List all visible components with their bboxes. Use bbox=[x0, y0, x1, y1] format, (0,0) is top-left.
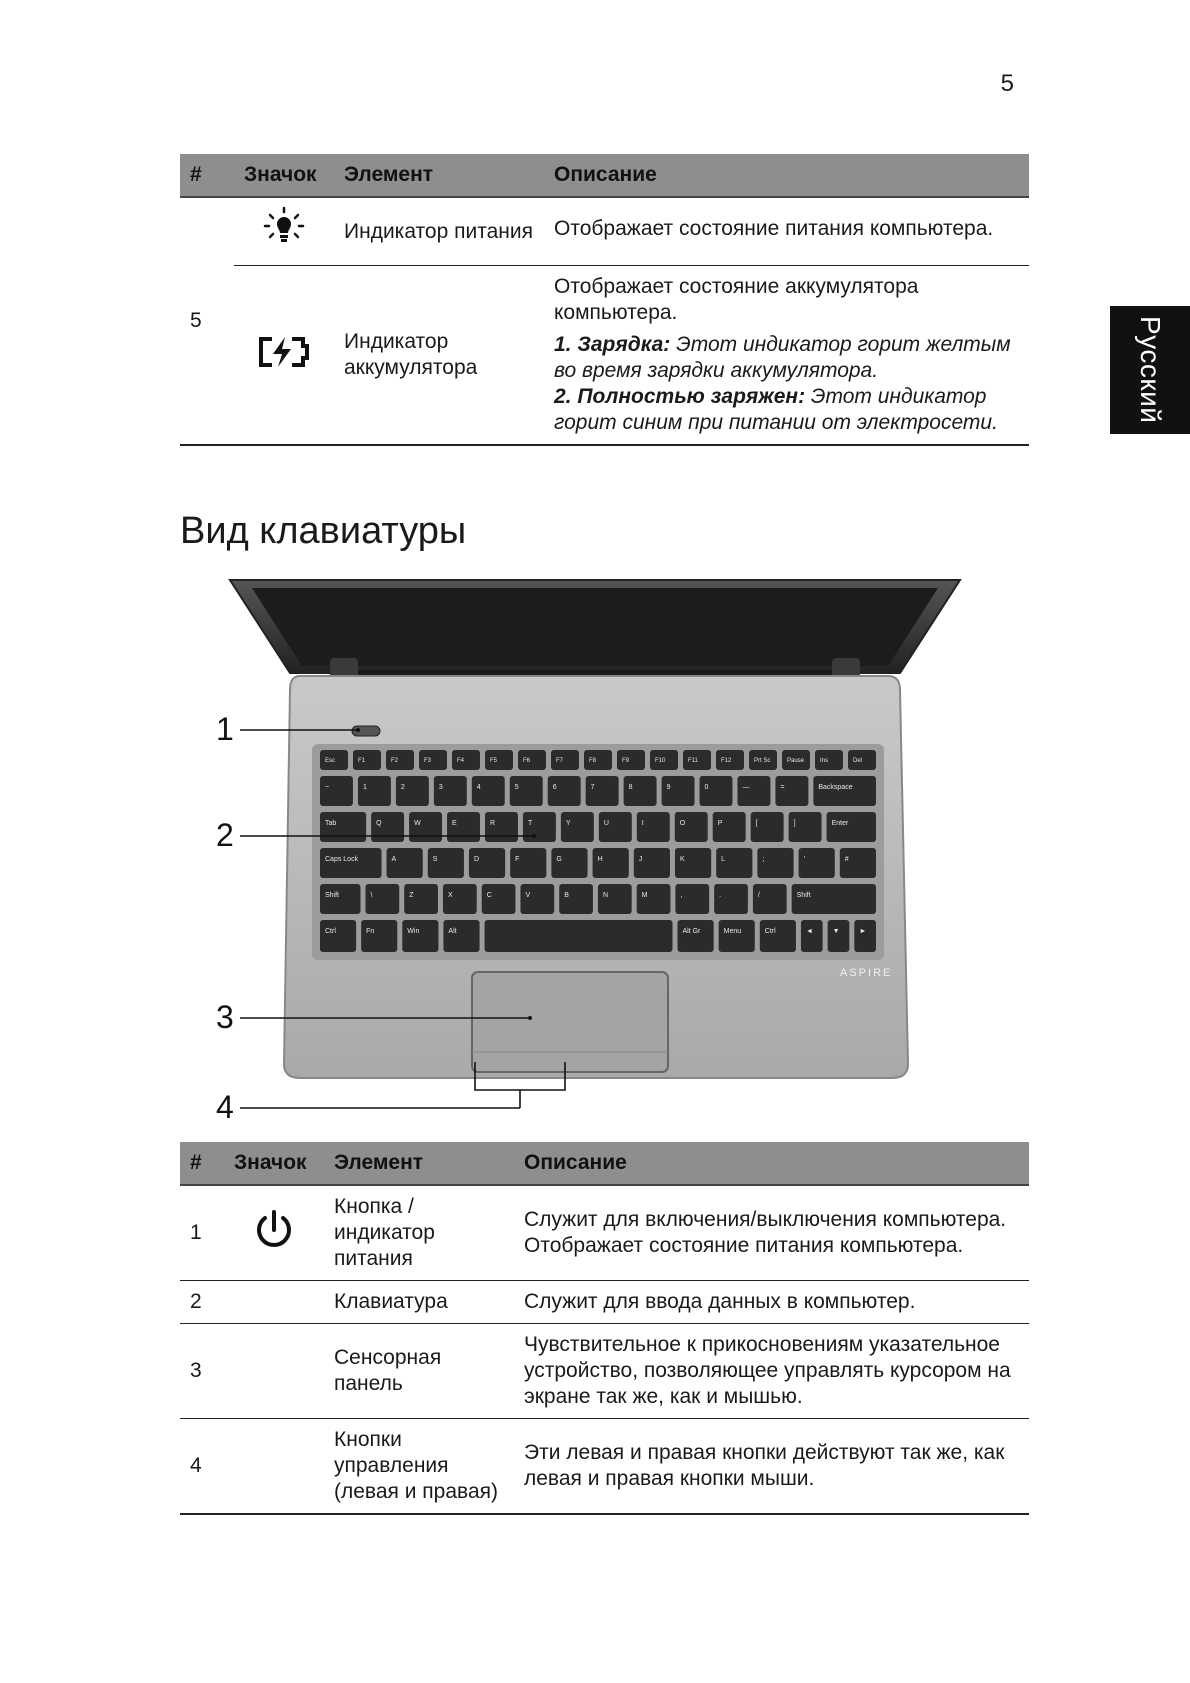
callout-2: 2 bbox=[216, 817, 234, 853]
note-charged-text: Этот индикатор горит синим при питании от электросети. bbox=[554, 385, 998, 434]
keyboard-key bbox=[485, 920, 673, 952]
key-label: ; bbox=[762, 856, 765, 863]
key-label: ] bbox=[793, 820, 796, 827]
header-description: Описание bbox=[514, 1142, 1029, 1185]
laptop-keyboard-figure bbox=[216, 578, 980, 1125]
key-label: 6 bbox=[552, 784, 557, 791]
key-label: P bbox=[717, 820, 723, 827]
key-label: I bbox=[641, 820, 644, 827]
key-label: 0 bbox=[704, 784, 709, 791]
element-name: Кнопка / индикатор питания bbox=[324, 1185, 514, 1281]
key-label: F4 bbox=[457, 758, 465, 764]
keyboard-key bbox=[559, 884, 593, 914]
keyboard-key bbox=[396, 776, 429, 806]
key-label: . bbox=[719, 892, 722, 899]
key-label: Z bbox=[409, 892, 414, 899]
note-charging-text: Этот индикатор горит желтым во время зарядки аккумулятора. bbox=[554, 333, 1011, 382]
indicators-table bbox=[180, 154, 1029, 446]
key-label: C bbox=[486, 892, 492, 899]
keyboard-key bbox=[753, 884, 787, 914]
key-label: 7 bbox=[590, 784, 595, 791]
key-label: B bbox=[564, 892, 569, 899]
keyboard-key bbox=[792, 884, 876, 914]
description-main: Отображает состояние аккумулятора компьютера. bbox=[554, 275, 919, 324]
keyboard-key bbox=[358, 776, 391, 806]
callout-3: 3 bbox=[216, 999, 234, 1035]
keyboard-key bbox=[662, 776, 695, 806]
keyboard-key bbox=[799, 848, 835, 878]
keyboard-key bbox=[387, 848, 423, 878]
empty-icon-cell bbox=[224, 1281, 324, 1324]
keyboard-key bbox=[428, 848, 464, 878]
keyboard-key bbox=[320, 884, 360, 914]
key-label: Ctrl bbox=[764, 928, 776, 935]
key-label: [ bbox=[755, 820, 758, 827]
header-num: # bbox=[180, 1142, 224, 1185]
key-label: Fn bbox=[366, 928, 375, 935]
key-label: # bbox=[844, 856, 849, 863]
keyboard-key bbox=[675, 884, 709, 914]
key-label: F5 bbox=[490, 758, 498, 764]
table-row bbox=[180, 1324, 1029, 1419]
keyboard-key bbox=[520, 884, 554, 914]
key-label: Tab bbox=[325, 820, 337, 827]
brand-label: ASPIRE bbox=[840, 967, 893, 979]
key-label: , bbox=[680, 892, 683, 899]
element-name: Кнопки управления (левая и правая) bbox=[324, 1419, 514, 1515]
element-description: Служит для ввода данных в компьютер. bbox=[514, 1281, 1029, 1324]
language-tab-label: Русский bbox=[1135, 316, 1166, 424]
key-label: Shift bbox=[325, 892, 340, 899]
battery-icon bbox=[234, 266, 334, 446]
keyboard-key bbox=[719, 920, 755, 952]
key-label: A bbox=[391, 856, 397, 863]
element-description: Служит для включения/выключения компьютера. Отображает состояние питания компьютера. bbox=[514, 1185, 1029, 1281]
keyboard-key bbox=[361, 920, 397, 952]
header-element: Элемент bbox=[334, 154, 544, 197]
key-label: Shift bbox=[796, 892, 811, 899]
key-label: S bbox=[432, 856, 438, 863]
key-label: G bbox=[556, 856, 562, 863]
key-label: \ bbox=[370, 892, 373, 899]
key-label: V bbox=[525, 892, 531, 899]
keyboard-key bbox=[409, 812, 442, 842]
key-label: ~ bbox=[325, 784, 330, 791]
header-element: Элемент bbox=[324, 1142, 514, 1185]
header-icon: Значок bbox=[234, 154, 334, 197]
table-row bbox=[180, 266, 1029, 446]
keyboard-key bbox=[320, 776, 353, 806]
power-icon bbox=[224, 1185, 324, 1281]
key-label: Enter bbox=[831, 820, 849, 827]
key-label: N bbox=[602, 892, 609, 899]
keyboard-key bbox=[713, 812, 746, 842]
power-button bbox=[352, 726, 380, 736]
keyboard-key bbox=[443, 920, 479, 952]
keyboard-key bbox=[678, 920, 714, 952]
element-description bbox=[544, 266, 1029, 446]
key-label: Menu bbox=[723, 928, 742, 935]
keyboard-key bbox=[789, 812, 822, 842]
key-label: Alt Gr bbox=[682, 928, 701, 935]
key-label: R bbox=[489, 820, 496, 827]
keyboard-key bbox=[751, 812, 784, 842]
key-label: F7 bbox=[556, 758, 564, 764]
keyboard-key bbox=[523, 812, 556, 842]
empty-icon-cell bbox=[224, 1324, 324, 1419]
key-label: F2 bbox=[391, 758, 399, 764]
keyboard-key bbox=[371, 812, 404, 842]
empty-icon-cell bbox=[224, 1419, 324, 1515]
keyboard-key bbox=[801, 920, 823, 952]
header-description: Описание bbox=[544, 154, 1029, 197]
key-label: ► bbox=[859, 928, 867, 935]
header-icon: Значок bbox=[224, 1142, 324, 1185]
components-table bbox=[180, 1142, 1029, 1515]
key-label: ▼ bbox=[832, 928, 840, 935]
key-label: Ins bbox=[820, 758, 829, 764]
key-label: U bbox=[603, 820, 609, 827]
element-name: Сенсорная панель bbox=[324, 1324, 514, 1419]
callout-4: 4 bbox=[216, 1089, 234, 1125]
keyboard-key bbox=[760, 920, 796, 952]
page-number: 5 bbox=[1000, 70, 1014, 97]
key-label: = bbox=[780, 784, 785, 791]
key-label: 8 bbox=[628, 784, 633, 791]
key-label: Del bbox=[853, 758, 863, 764]
keyboard-key bbox=[700, 776, 733, 806]
key-label: F12 bbox=[721, 758, 732, 764]
key-label: 2 bbox=[400, 784, 405, 791]
key-label: Pause bbox=[787, 758, 805, 764]
key-label: F10 bbox=[655, 758, 666, 764]
key-label: Ctrl bbox=[325, 928, 336, 935]
table-row bbox=[180, 1281, 1029, 1324]
key-label: Win bbox=[407, 928, 420, 935]
key-label: M bbox=[641, 892, 648, 899]
keyboard-key bbox=[828, 920, 850, 952]
key-label: 5 bbox=[514, 784, 519, 791]
key-label: O bbox=[679, 820, 686, 827]
keyboard-key bbox=[510, 776, 543, 806]
keyboard-key bbox=[586, 776, 619, 806]
key-label: L bbox=[721, 856, 726, 863]
table-row bbox=[180, 197, 1029, 266]
key-label: T bbox=[527, 820, 533, 827]
key-label: X bbox=[447, 892, 453, 899]
keyboard-key bbox=[637, 812, 670, 842]
key-label: F9 bbox=[622, 758, 630, 764]
keyboard-key bbox=[485, 812, 518, 842]
language-tab bbox=[1110, 306, 1190, 434]
keyboard-key bbox=[561, 812, 594, 842]
keyboard-key bbox=[637, 884, 671, 914]
keyboard bbox=[320, 750, 876, 952]
lid-inner bbox=[252, 588, 938, 666]
key-label: 1 bbox=[362, 784, 367, 791]
keyboard-key bbox=[716, 848, 752, 878]
keyboard-key bbox=[854, 920, 876, 952]
keyboard-key bbox=[404, 884, 438, 914]
table-row bbox=[180, 1419, 1029, 1515]
key-label: 3 bbox=[438, 784, 443, 791]
row-number: 4 bbox=[180, 1419, 224, 1515]
keyboard-key bbox=[548, 776, 581, 806]
table-header-row bbox=[180, 154, 1029, 197]
key-label: F8 bbox=[589, 758, 597, 764]
keyboard-key bbox=[447, 812, 480, 842]
key-label: W bbox=[414, 820, 421, 827]
key-label: F3 bbox=[424, 758, 432, 764]
key-label: / bbox=[757, 892, 760, 899]
touchpad bbox=[472, 972, 668, 1072]
key-label: D bbox=[473, 856, 480, 863]
keyboard-key bbox=[469, 848, 505, 878]
keyboard-key bbox=[510, 848, 546, 878]
element-name: Индикатор питания bbox=[334, 197, 544, 266]
keyboard-key bbox=[320, 848, 382, 878]
row-number: 1 bbox=[180, 1185, 224, 1281]
keyboard-key bbox=[551, 848, 587, 878]
key-label: ' bbox=[803, 856, 805, 863]
row-number: 3 bbox=[180, 1324, 224, 1419]
keyboard-key bbox=[675, 848, 711, 878]
element-description: Чувствительное к прикосновениям указательное устройство, позволяющее управлять курсором на экране так же, как и мышью. bbox=[514, 1324, 1029, 1419]
element-name: Клавиатура bbox=[324, 1281, 514, 1324]
keyboard-key bbox=[737, 776, 770, 806]
key-label: Caps Lock bbox=[325, 856, 359, 863]
keyboard-key bbox=[320, 812, 366, 842]
keyboard-key bbox=[402, 920, 438, 952]
key-label: ◄ bbox=[805, 928, 813, 935]
section-title: Вид клавиатуры bbox=[180, 510, 467, 552]
key-label: 4 bbox=[476, 784, 481, 791]
key-label: — bbox=[742, 784, 750, 791]
keyboard-key bbox=[598, 884, 632, 914]
key-label: Prt Sc bbox=[754, 758, 771, 764]
key-label: J bbox=[638, 856, 643, 863]
keyboard-key bbox=[775, 776, 808, 806]
key-label: K bbox=[679, 856, 685, 863]
table-row bbox=[180, 1185, 1029, 1281]
power-light-icon bbox=[234, 197, 334, 266]
keyboard-key bbox=[827, 812, 876, 842]
keyboard-key bbox=[813, 776, 876, 806]
key-label: Backspace bbox=[818, 784, 853, 791]
key-label: Alt bbox=[448, 928, 457, 935]
keyboard-key bbox=[624, 776, 657, 806]
row-number: 5 bbox=[180, 197, 234, 445]
key-label: Q bbox=[376, 820, 382, 827]
key-label: 9 bbox=[666, 784, 671, 791]
keyboard-key bbox=[365, 884, 399, 914]
element-description: Отображает состояние питания компьютера. bbox=[544, 197, 1029, 266]
keyboard-key bbox=[472, 776, 505, 806]
note-charging bbox=[554, 332, 1019, 384]
keyboard-key bbox=[675, 812, 708, 842]
key-label: F bbox=[515, 856, 520, 863]
keyboard-key bbox=[714, 884, 748, 914]
key-label: E bbox=[452, 820, 457, 827]
callout-1: 1 bbox=[216, 711, 234, 747]
keyboard-key bbox=[482, 884, 516, 914]
keyboard-key bbox=[593, 848, 629, 878]
element-description: Эти левая и правая кнопки действуют так же, как левая и правая кнопки мыши. bbox=[514, 1419, 1029, 1515]
table-header-row bbox=[180, 1142, 1029, 1185]
keyboard-key bbox=[320, 920, 356, 952]
key-label: Y bbox=[565, 820, 571, 827]
element-name: Индикатор аккумулятора bbox=[334, 266, 544, 446]
keyboard-key bbox=[443, 884, 477, 914]
key-label: H bbox=[597, 856, 603, 863]
note-charged bbox=[554, 384, 1019, 436]
keyboard-key bbox=[599, 812, 632, 842]
key-label: Esc bbox=[325, 758, 336, 764]
laptop-illustration bbox=[216, 578, 980, 1125]
keyboard-key bbox=[434, 776, 467, 806]
keyboard-key bbox=[840, 848, 876, 878]
key-label: F1 bbox=[358, 758, 366, 764]
key-label: F6 bbox=[523, 758, 531, 764]
keyboard-key bbox=[757, 848, 793, 878]
keyboard-key bbox=[634, 848, 670, 878]
row-number: 2 bbox=[180, 1281, 224, 1324]
key-label: F11 bbox=[688, 758, 698, 764]
header-num: # bbox=[180, 154, 234, 197]
note-charged-label: 2. Полностью заряжен: bbox=[554, 385, 806, 408]
note-charging-label: 1. Зарядка: bbox=[554, 333, 671, 356]
